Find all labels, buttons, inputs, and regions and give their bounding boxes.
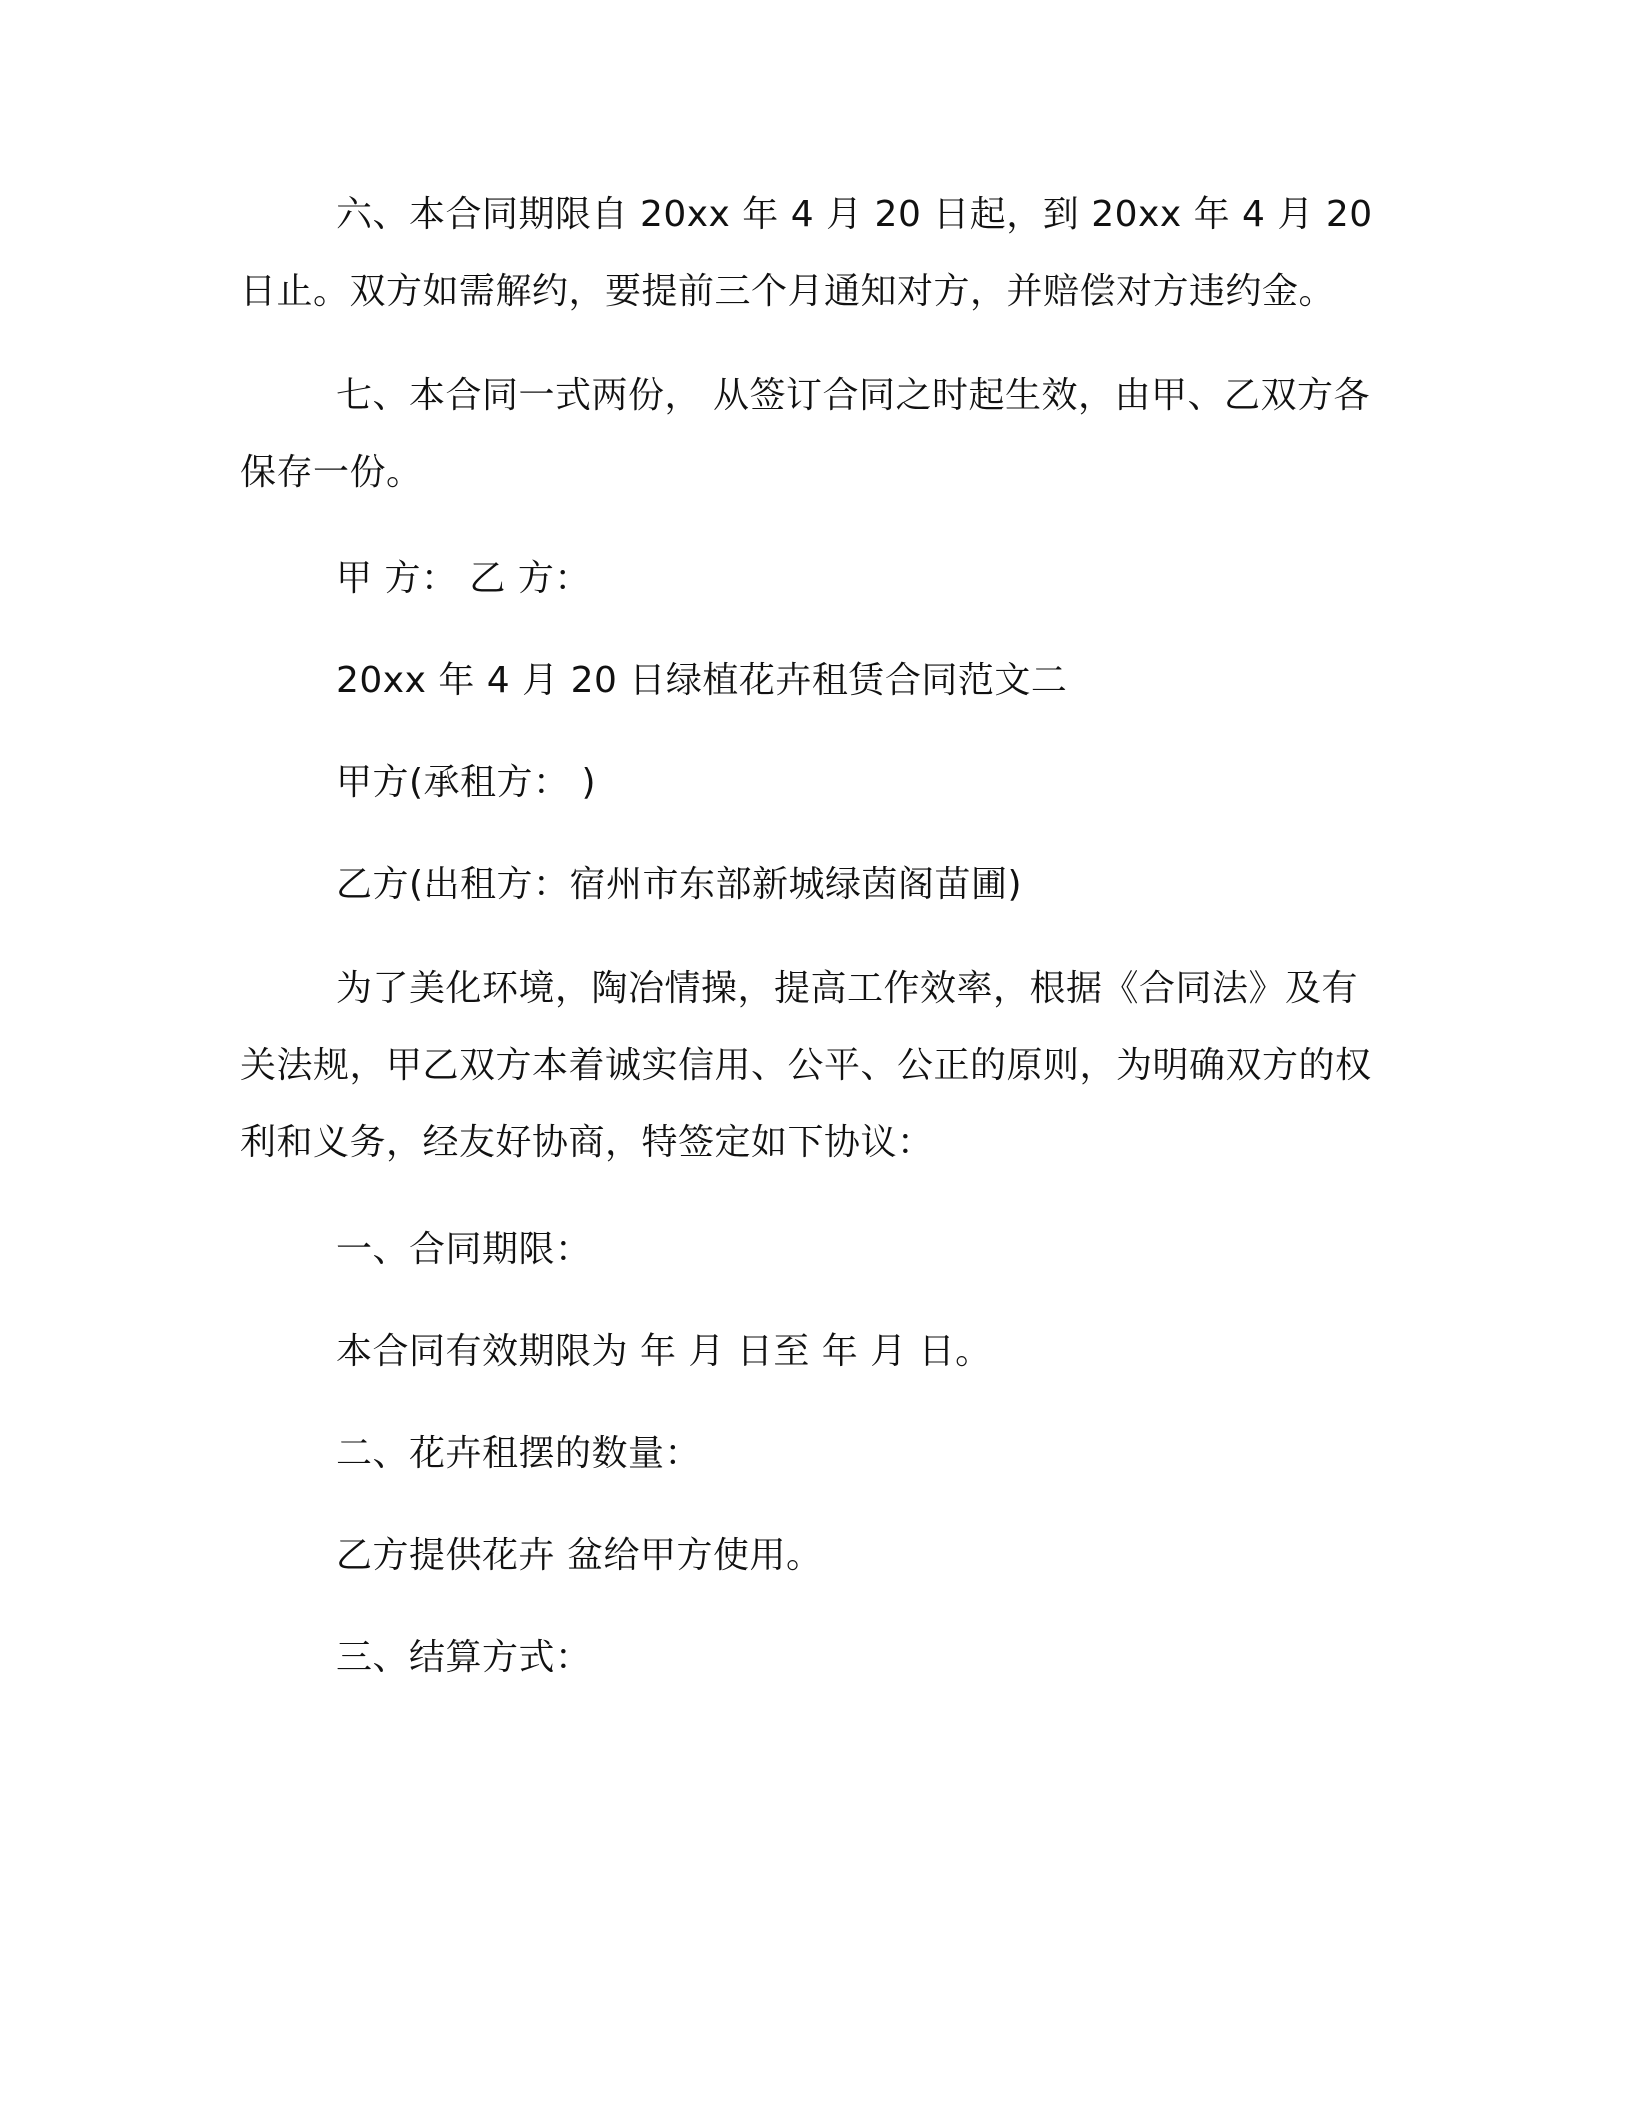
clause-six: 六、本合同期限自 20xx 年 4 月 20 日起，到 20xx 年 4 月 20 日止。双方如需解约，要提前三个月通知对方，并赔偿对方违约金。 [240, 194, 1373, 312]
heading-contract-term: 一、合同期限： [336, 1229, 592, 1270]
contract-term-text: 本合同有效期限为 年 月 日至 年 月 日。 [336, 1331, 992, 1372]
date-and-title: 20xx 年 4 月 20 日绿植花卉租赁合同范文二 [336, 660, 1068, 701]
heading-flower-quantity: 二、花卉租摆的数量： [336, 1433, 702, 1474]
signature-line: 甲 方： 乙 方： [336, 558, 591, 599]
heading-settlement: 三、结算方式： [336, 1637, 592, 1678]
party-a: 甲方(承租方： ) [336, 762, 597, 803]
party-b: 乙方(出租方：宿州市东部新城绿茵阁苗圃) [336, 864, 1023, 905]
intro-paragraph: 为了美化环境，陶冶情操，提高工作效率，根据《合同法》及有关法规，甲乙双方本着诚实信用、公平、公正的原则，为明确双方的权利和义务，经友好协商，特签定如下协议： [240, 968, 1372, 1163]
flower-quantity-text: 乙方提供花卉 盆给甲方使用。 [336, 1535, 823, 1576]
clause-seven: 七、本合同一式两份， 从签订合同之时起生效，由甲、乙双方各保存一份。 [240, 375, 1370, 493]
